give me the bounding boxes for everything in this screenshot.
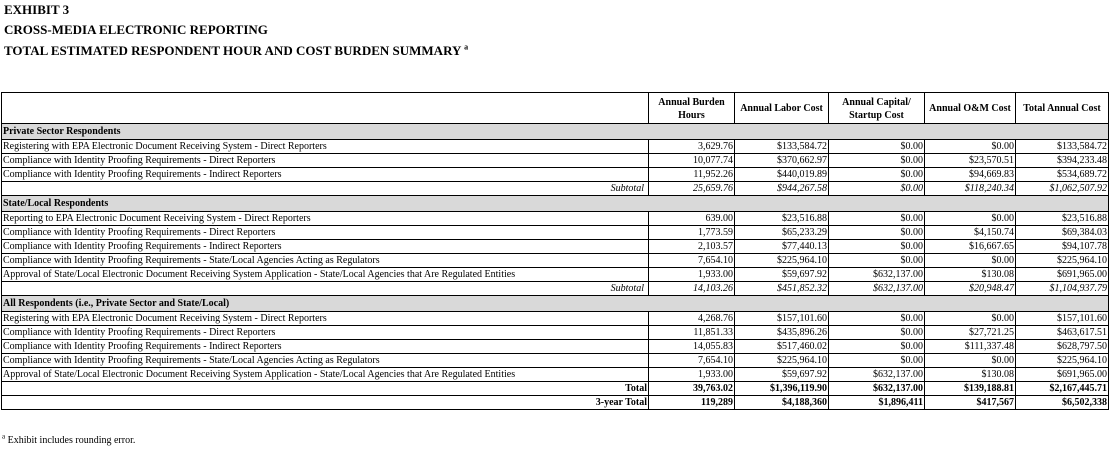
- cell-capital: $0.00: [829, 168, 925, 182]
- cell-labor: $65,233.29: [735, 226, 829, 240]
- table-row: [2, 240, 1109, 254]
- cell-labor: $517,460.02: [735, 340, 829, 354]
- exhibit-label: EXHIBIT 3: [4, 2, 70, 17]
- table-row: [2, 340, 1109, 354]
- cell-labor: $133,584.72: [735, 140, 829, 154]
- total-label: Total: [2, 382, 649, 396]
- cell-hours: 639.00: [649, 212, 735, 226]
- section-header-private: [2, 124, 1109, 140]
- cell-om: $111,337.48: [925, 340, 1016, 354]
- cell-capital: $0.00: [829, 354, 925, 368]
- cell-total: $94,107.78: [1016, 240, 1109, 254]
- cell-om: $16,667.65: [925, 240, 1016, 254]
- header-row: [2, 93, 1109, 124]
- subtotal-row-state: [2, 282, 1109, 296]
- cell-hours: 14,055.83: [649, 340, 735, 354]
- table-row: [2, 212, 1109, 226]
- table-row: [2, 368, 1109, 382]
- cell-total: $225,964.10: [1016, 354, 1109, 368]
- table-row: [2, 140, 1109, 154]
- cell-hours: 11,851.33: [649, 326, 735, 340]
- cell-total: $69,384.03: [1016, 226, 1109, 240]
- cell-total: $133,584.72: [1016, 140, 1109, 154]
- table-row: [2, 312, 1109, 326]
- three-year-label: 3-year Total: [2, 396, 649, 410]
- total-row: [2, 382, 1109, 396]
- section-header-state: [2, 196, 1109, 212]
- col-header-capital-cost: Annual Capital/ Startup Cost: [829, 93, 925, 124]
- cell-labor: $225,964.10: [735, 354, 829, 368]
- cell-total: $157,101.60: [1016, 312, 1109, 326]
- subtotal-capital: $0.00: [829, 182, 925, 196]
- cell-hours: 1,933.00: [649, 268, 735, 282]
- report-title: CROSS-MEDIA ELECTRONIC REPORTING: [4, 22, 268, 37]
- cell-capital: $0.00: [829, 240, 925, 254]
- cell-labor: $23,516.88: [735, 212, 829, 226]
- cell-hours: 1,773.59: [649, 226, 735, 240]
- row-description: Approval of State/Local Electronic Document Receiving System Application - State/Local Agencies that Are Regulated Entities: [2, 268, 649, 282]
- table-row: [2, 268, 1109, 282]
- row-description: Compliance with Identity Proofing Requirements - Direct Reporters: [2, 154, 649, 168]
- cell-capital: $0.00: [829, 326, 925, 340]
- row-description: Reporting to EPA Electronic Document Receiving System - Direct Reporters: [2, 212, 649, 226]
- table-row: [2, 226, 1109, 240]
- subtotal-labor: $451,852.32: [735, 282, 829, 296]
- subtotal-labor: $944,267.58: [735, 182, 829, 196]
- cell-om: $130.08: [925, 268, 1016, 282]
- cell-hours: 7,654.10: [649, 254, 735, 268]
- cell-om: $0.00: [925, 140, 1016, 154]
- subtotal-label: Subtotal: [2, 282, 649, 296]
- row-description: Registering with EPA Electronic Document Receiving System - Direct Reporters: [2, 312, 649, 326]
- total-capital: $632,137.00: [829, 382, 925, 396]
- cell-om: $0.00: [925, 254, 1016, 268]
- cell-om: $23,570.51: [925, 154, 1016, 168]
- total-labor: $1,396,119.90: [735, 382, 829, 396]
- section-label: Private Sector Respondents: [2, 124, 1109, 140]
- col-header-total-cost: Total Annual Cost: [1016, 93, 1109, 124]
- cell-capital: $0.00: [829, 254, 925, 268]
- cell-om: $0.00: [925, 212, 1016, 226]
- row-description: Compliance with Identity Proofing Requirements - Indirect Reporters: [2, 340, 649, 354]
- table-row: [2, 354, 1109, 368]
- table-row: [2, 254, 1109, 268]
- cell-labor: $370,662.97: [735, 154, 829, 168]
- subtotal-hours: 25,659.76: [649, 182, 735, 196]
- row-description: Compliance with Identity Proofing Requirements - Direct Reporters: [2, 326, 649, 340]
- cell-capital: $0.00: [829, 140, 925, 154]
- footnote: [2, 434, 135, 447]
- col-header-om-cost: Annual O&M Cost: [925, 93, 1016, 124]
- three-year-total: $6,502,338: [1016, 396, 1109, 410]
- subtotal-total: $1,104,937.79: [1016, 282, 1109, 296]
- section-label: All Respondents (i.e., Private Sector and State/Local): [2, 296, 1109, 312]
- summary-title-text: TOTAL ESTIMATED RESPONDENT HOUR AND COST BURDEN SUMMARY: [4, 43, 461, 58]
- section-header-all: [2, 296, 1109, 312]
- cell-total: $394,233.48: [1016, 154, 1109, 168]
- subtotal-label: Subtotal: [2, 182, 649, 196]
- burden-summary-table: [1, 92, 1109, 410]
- cell-capital: $0.00: [829, 154, 925, 168]
- cell-total: $463,617.51: [1016, 326, 1109, 340]
- table-row: [2, 326, 1109, 340]
- cell-capital: $0.00: [829, 226, 925, 240]
- cell-capital: $0.00: [829, 212, 925, 226]
- summary-title-footnote-mark: a: [464, 42, 469, 52]
- table-row: [2, 168, 1109, 182]
- row-description: Approval of State/Local Electronic Document Receiving System Application - State/Local Agencies that Are Regulated Entities: [2, 368, 649, 382]
- cell-labor: $440,019.89: [735, 168, 829, 182]
- cell-capital: $0.00: [829, 312, 925, 326]
- footnote-text: Exhibit includes rounding error.: [7, 435, 136, 446]
- summary-title: [4, 43, 468, 58]
- row-description: Registering with EPA Electronic Document Receiving System - Direct Reporters: [2, 140, 649, 154]
- cell-om: $27,721.25: [925, 326, 1016, 340]
- section-label: State/Local Respondents: [2, 196, 1109, 212]
- cell-hours: 1,933.00: [649, 368, 735, 382]
- subtotal-row-private: [2, 182, 1109, 196]
- cell-total: $534,689.72: [1016, 168, 1109, 182]
- cell-hours: 2,103.57: [649, 240, 735, 254]
- footnote-mark: a: [2, 432, 6, 441]
- three-year-hours: 119,289: [649, 396, 735, 410]
- header-blank-cell: [2, 93, 649, 124]
- cell-hours: 3,629.76: [649, 140, 735, 154]
- row-description: Compliance with Identity Proofing Requirements - Indirect Reporters: [2, 240, 649, 254]
- three-year-capital: $1,896,411: [829, 396, 925, 410]
- subtotal-capital: $632,137.00: [829, 282, 925, 296]
- cell-hours: 7,654.10: [649, 354, 735, 368]
- cell-labor: $77,440.13: [735, 240, 829, 254]
- col-header-labor-cost: Annual Labor Cost: [735, 93, 829, 124]
- cell-total: $23,516.88: [1016, 212, 1109, 226]
- three-year-om: $417,567: [925, 396, 1016, 410]
- three-year-labor: $4,188,360: [735, 396, 829, 410]
- row-description: Compliance with Identity Proofing Requirements - Indirect Reporters: [2, 168, 649, 182]
- three-year-total-row: [2, 396, 1109, 410]
- cell-total: $691,965.00: [1016, 368, 1109, 382]
- subtotal-total: $1,062,507.92: [1016, 182, 1109, 196]
- cell-om: $130.08: [925, 368, 1016, 382]
- col-header-burden-hours: Annual Burden Hours: [649, 93, 735, 124]
- total-total: $2,167,445.71: [1016, 382, 1109, 396]
- cell-hours: 11,952.26: [649, 168, 735, 182]
- subtotal-om: $20,948.47: [925, 282, 1016, 296]
- table-row: [2, 154, 1109, 168]
- cell-om: $4,150.74: [925, 226, 1016, 240]
- row-description: Compliance with Identity Proofing Requirements - Direct Reporters: [2, 226, 649, 240]
- cell-labor: $59,697.92: [735, 268, 829, 282]
- subtotal-hours: 14,103.26: [649, 282, 735, 296]
- total-om: $139,188.81: [925, 382, 1016, 396]
- cell-om: $0.00: [925, 354, 1016, 368]
- cell-capital: $632,137.00: [829, 368, 925, 382]
- cell-om: $94,669.83: [925, 168, 1016, 182]
- subtotal-om: $118,240.34: [925, 182, 1016, 196]
- row-description: Compliance with Identity Proofing Requirements - State/Local Agencies Acting as Regulators: [2, 254, 649, 268]
- cell-hours: 4,268.76: [649, 312, 735, 326]
- cell-labor: $157,101.60: [735, 312, 829, 326]
- cell-labor: $225,964.10: [735, 254, 829, 268]
- cell-hours: 10,077.74: [649, 154, 735, 168]
- cell-total: $628,797.50: [1016, 340, 1109, 354]
- cell-labor: $435,896.26: [735, 326, 829, 340]
- cell-capital: $632,137.00: [829, 268, 925, 282]
- cell-total: $691,965.00: [1016, 268, 1109, 282]
- cell-capital: $0.00: [829, 340, 925, 354]
- cell-total: $225,964.10: [1016, 254, 1109, 268]
- row-description: Compliance with Identity Proofing Requirements - State/Local Agencies Acting as Regulators: [2, 354, 649, 368]
- cell-om: $0.00: [925, 312, 1016, 326]
- total-hours: 39,763.02: [649, 382, 735, 396]
- cell-labor: $59,697.92: [735, 368, 829, 382]
